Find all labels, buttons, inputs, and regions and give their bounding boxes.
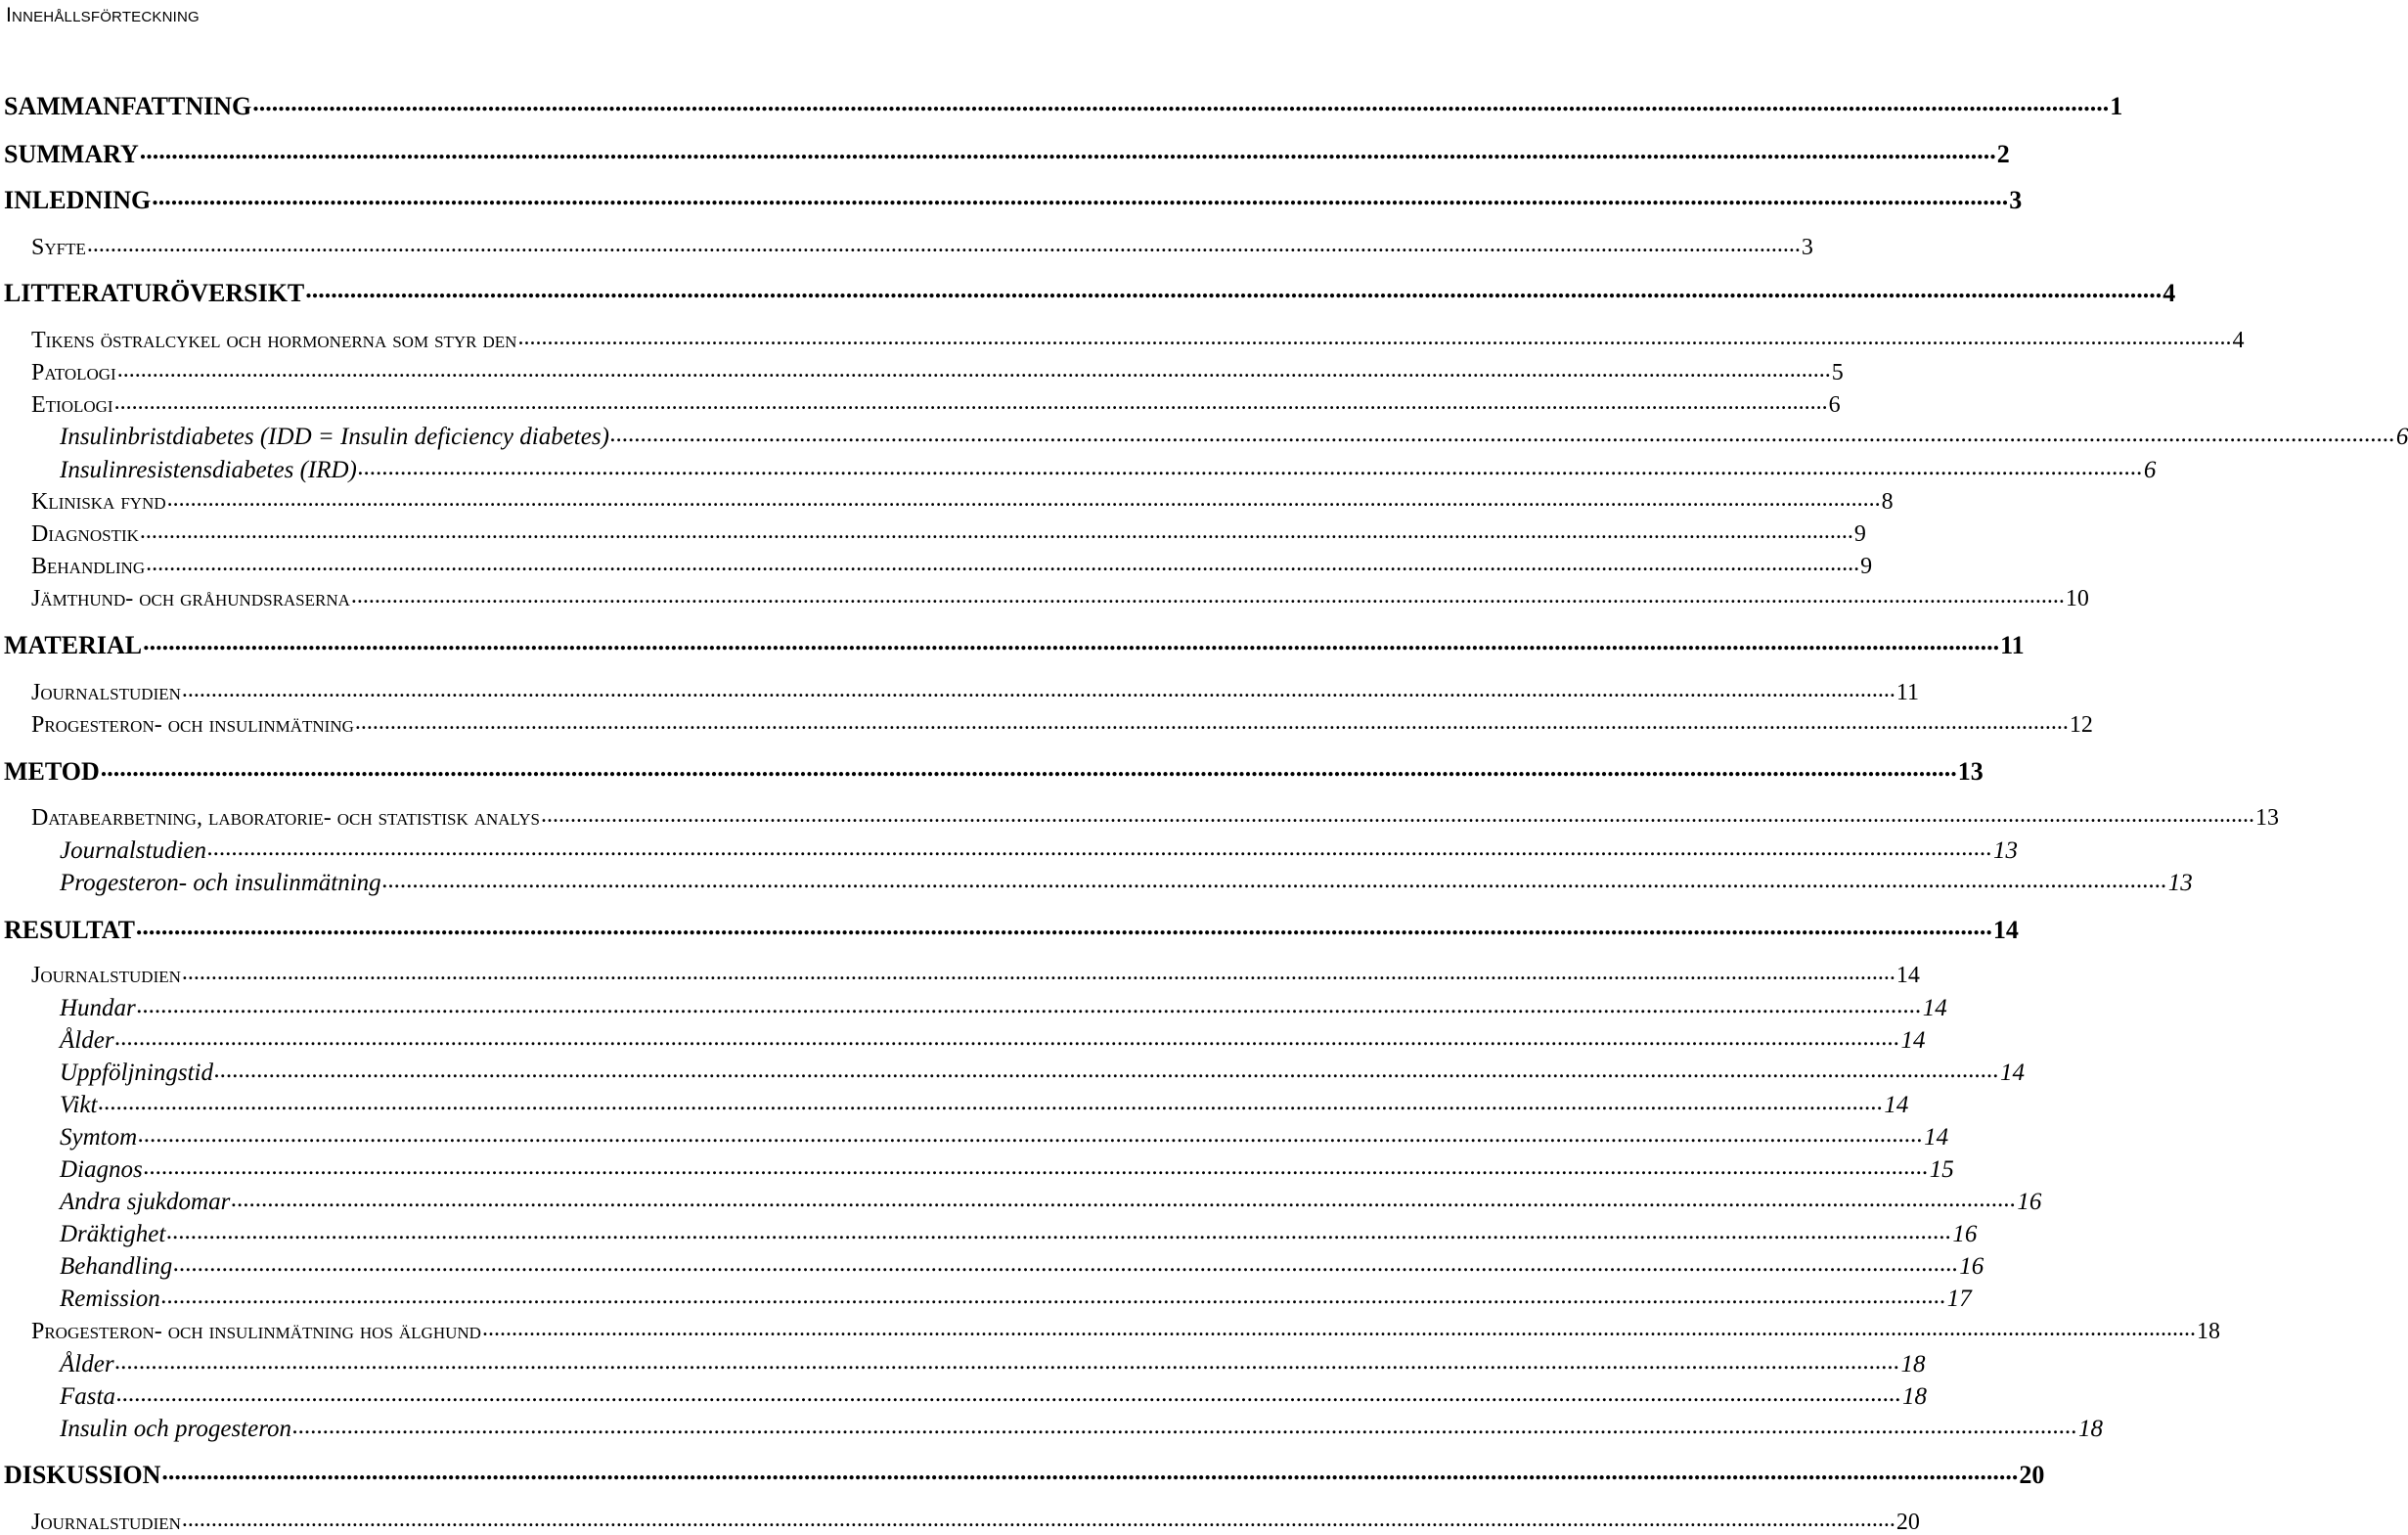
toc-dot-leader <box>116 1381 1901 1406</box>
toc-dot-leader <box>140 138 1996 163</box>
toc-entry-label: Patologi <box>31 360 116 385</box>
toc-entry-label: Kliniska fynd <box>31 489 166 515</box>
toc-entry[interactable] <box>0 837 2018 864</box>
toc-entry[interactable] <box>0 680 1919 705</box>
toc-entry-label: Vikt <box>60 1092 98 1118</box>
toc-page-number: 20 <box>2019 1461 2045 1489</box>
toc-entry-label: Progesteron- och insulinmätning hos älghund <box>31 1319 481 1344</box>
toc-page-number: 5 <box>1831 360 1844 385</box>
toc-entry[interactable] <box>0 1351 1926 1377</box>
toc-entry-label: Tikens östralcykel och hormonerna som styr den <box>31 328 517 353</box>
toc-entry[interactable] <box>0 1510 1920 1535</box>
toc-page-number: 18 <box>2078 1416 2104 1442</box>
toc-page-number: 13 <box>2167 870 2193 896</box>
toc-entry[interactable] <box>0 1286 1972 1312</box>
toc-entry[interactable] <box>0 805 2279 831</box>
toc-dot-leader <box>382 868 2167 892</box>
toc-dot-leader <box>115 1349 1900 1374</box>
toc-entry[interactable] <box>0 1319 2220 1344</box>
toc-page-number: 16 <box>2017 1189 2042 1215</box>
toc-page-number: 3 <box>1801 235 1813 260</box>
toc-entry[interactable] <box>0 1461 2045 1489</box>
toc-page-number: 1 <box>2110 92 2123 120</box>
toc-entry[interactable] <box>0 916 2019 944</box>
toc-page-number: 14 <box>1884 1092 1909 1118</box>
toc-page-number: 13 <box>1957 757 1984 786</box>
toc-dot-leader <box>182 1508 1895 1531</box>
toc-dot-leader <box>214 1058 1999 1082</box>
toc-dot-leader <box>136 914 1992 939</box>
toc-entry-label: Journalstudien <box>31 1510 181 1535</box>
toc-entry-label: INLEDNING <box>4 186 152 214</box>
toc-page-number: 6 <box>1828 392 1841 418</box>
toc-entry-label: Progesteron- och insulinmätning <box>60 870 381 896</box>
toc-entry-label: RESULTAT <box>4 916 135 944</box>
toc-page-number: 3 <box>2009 186 2023 214</box>
toc-entry[interactable] <box>0 279 2176 307</box>
toc-entry[interactable] <box>0 631 2025 659</box>
toc-dot-leader <box>87 233 1801 256</box>
toc-dot-leader <box>117 358 1831 382</box>
toc-entry[interactable] <box>0 1416 2104 1442</box>
toc-page-number: 6 <box>2395 424 2408 450</box>
toc-entry[interactable] <box>0 586 2089 611</box>
toc-page-number: 13 <box>2255 805 2279 831</box>
toc-entry[interactable] <box>0 186 2023 214</box>
toc-dot-leader <box>101 755 1957 781</box>
toc-entry[interactable] <box>0 235 1813 260</box>
toc-entry-label: SUMMARY <box>4 140 139 168</box>
toc-dot-leader <box>140 519 1853 543</box>
toc-dot-leader <box>144 1154 1929 1179</box>
toc-page-number: 6 <box>2143 457 2157 483</box>
toc-dot-leader <box>166 1219 1951 1243</box>
toc-entry-label: Andra sjukdomar <box>60 1189 231 1215</box>
toc-entry-label: Diagnos <box>60 1156 143 1183</box>
toc-dot-leader <box>305 277 2162 302</box>
toc-page-number: 18 <box>1900 1351 1926 1377</box>
toc-entry[interactable] <box>0 1060 2025 1086</box>
toc-entry-label: Syfte <box>31 235 86 260</box>
toc-dot-leader <box>143 629 1999 655</box>
toc-entry-label: LITTERATURÖVERSIKT <box>4 279 305 307</box>
toc-page-number: 4 <box>2163 279 2176 307</box>
toc-dot-leader <box>137 993 1922 1017</box>
toc-dot-leader <box>161 1284 1946 1308</box>
toc-entry-label: METOD <box>4 757 100 786</box>
toc-entry-label: Dräktighet <box>60 1221 166 1247</box>
toc-page-number: 20 <box>1895 1510 1920 1535</box>
toc-page-number: 17 <box>1946 1286 1972 1312</box>
toc-dot-leader <box>161 1459 2018 1484</box>
toc-entry-label: Databearbetning, laboratorie- och statistisk analys <box>31 805 540 831</box>
toc-entry[interactable] <box>0 712 2093 738</box>
toc-entry[interactable] <box>0 140 2010 168</box>
toc-entry-label: Insulinresistensdiabetes (IRD) <box>60 457 357 483</box>
toc-page-number: 16 <box>1959 1253 1984 1280</box>
toc-dot-leader <box>152 184 2008 209</box>
toc-dot-leader <box>292 1414 2077 1438</box>
toc-entry[interactable] <box>0 1189 2042 1215</box>
toc-dot-leader <box>138 1122 1923 1147</box>
toc-dot-leader <box>252 90 2109 115</box>
toc-entry[interactable] <box>0 554 1873 579</box>
toc-page-number: 2 <box>1996 140 2010 168</box>
toc-entry-label: Journalstudien <box>60 837 206 864</box>
toc-dot-leader <box>115 1025 1900 1050</box>
toc-page-number: 10 <box>2065 586 2089 611</box>
toc-entry[interactable] <box>0 995 1947 1021</box>
toc-page-number: 13 <box>1993 837 2018 864</box>
toc-entry-label: DISKUSSION <box>4 1461 161 1489</box>
toc-page-number: 14 <box>1922 995 1947 1021</box>
toc-entry[interactable] <box>0 521 1866 547</box>
toc-entry-label: Ålder <box>60 1027 114 1054</box>
toc-entry-label: Journalstudien <box>31 963 181 988</box>
toc-page-number: 18 <box>1901 1383 1927 1410</box>
toc-dot-leader <box>355 710 2069 734</box>
toc-page-number: 9 <box>1860 554 1873 579</box>
toc-entry-label: Diagnostik <box>31 521 139 547</box>
toc-page-number: 15 <box>1929 1156 1954 1183</box>
toc-dot-leader <box>517 326 2231 349</box>
toc-dot-leader <box>98 1090 1883 1114</box>
toc-entry[interactable] <box>0 328 2245 353</box>
toc-entry-label: Remission <box>60 1286 160 1312</box>
toc-entry[interactable] <box>0 870 2193 896</box>
toc-entry-label: Hundar <box>60 995 136 1021</box>
toc-entry-label: Behandling <box>31 554 146 579</box>
toc-page-number: 14 <box>1999 1060 2025 1086</box>
toc-page-number: 16 <box>1952 1221 1978 1247</box>
toc-page-number: 8 <box>1881 489 1894 515</box>
toc-page-number: 14 <box>1895 963 1920 988</box>
toc-entry-label: Behandling <box>60 1253 173 1280</box>
toc-entry[interactable] <box>0 489 1894 515</box>
toc-entry[interactable] <box>0 1092 1909 1118</box>
toc-entry[interactable] <box>0 1221 1978 1247</box>
toc-dot-leader <box>541 803 2254 827</box>
toc-entry[interactable] <box>0 1156 1954 1183</box>
toc-entry-label: Ålder <box>60 1351 114 1377</box>
toc-entry[interactable] <box>0 424 2408 450</box>
toc-dot-leader <box>182 961 1895 984</box>
toc-page-number: 18 <box>2196 1319 2220 1344</box>
toc-dot-leader <box>182 678 1895 701</box>
toc-page-number: 14 <box>1900 1027 1926 1054</box>
toc-dot-leader <box>146 552 1859 575</box>
toc-dot-leader <box>358 455 2143 479</box>
toc-entry-label: Fasta <box>60 1383 115 1410</box>
toc-entry[interactable] <box>0 1253 1984 1280</box>
toc-entry-label: Insulinbristdiabetes (IDD = Insulin deficiency diabetes) <box>60 424 609 450</box>
toc-dot-leader <box>167 487 1881 511</box>
toc-entry-label: SAMMANFATTNING <box>4 92 252 120</box>
toc-page-number: 14 <box>1992 916 2019 944</box>
toc-page-number: 11 <box>2000 631 2025 659</box>
toc-entry-label: Jämthund- och gråhundsraserna <box>31 586 350 611</box>
toc-dot-leader <box>231 1187 2016 1211</box>
toc-entry[interactable] <box>0 1124 1949 1151</box>
toc-page-number: 11 <box>1895 680 1919 705</box>
toc-dot-leader <box>482 1317 2196 1340</box>
toc-entry-label: Journalstudien <box>31 680 181 705</box>
toc-entry[interactable] <box>0 457 2157 483</box>
toc-dot-leader <box>114 390 1828 414</box>
toc-entry[interactable] <box>0 92 2123 120</box>
toc-entry[interactable] <box>0 963 1920 988</box>
toc-entry-label: Insulin och progesteron <box>60 1416 292 1442</box>
toc-entry-label: Etiologi <box>31 392 113 418</box>
toc-entry[interactable] <box>0 392 1841 418</box>
toc-entry-label: Uppföljningstid <box>60 1060 213 1086</box>
toc-page-number: 9 <box>1853 521 1866 547</box>
toc-entry-label: Symtom <box>60 1124 138 1151</box>
toc-page-number: 14 <box>1924 1124 1949 1151</box>
toc-page-number: 12 <box>2069 712 2093 738</box>
toc-entry[interactable] <box>0 1027 1926 1054</box>
toc-entry[interactable] <box>0 1383 1927 1410</box>
toc-entry[interactable] <box>0 757 1984 786</box>
toc-dot-leader <box>207 835 1992 860</box>
toc-entry[interactable] <box>0 360 1844 385</box>
toc-entry-label: Progesteron- och insulinmätning <box>31 712 354 738</box>
toc-heading: Innehållsförteckning <box>6 4 200 26</box>
toc-entry-label: MATERIAL <box>4 631 143 659</box>
toc-page-number: 4 <box>2232 328 2245 353</box>
toc-dot-leader <box>173 1251 1958 1276</box>
toc-dot-leader <box>610 422 2395 446</box>
toc-dot-leader <box>351 584 2065 608</box>
